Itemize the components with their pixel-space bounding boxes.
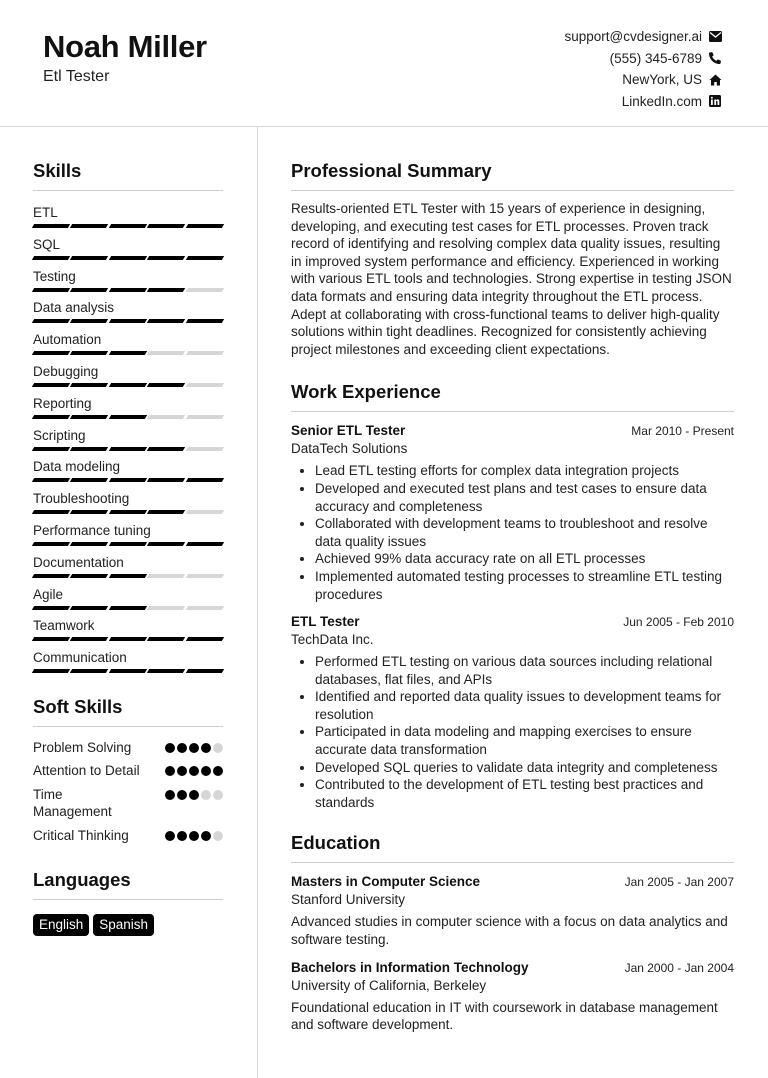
education-description: Foundational education in IT with coursework in database management and software development.	[291, 999, 718, 1033]
languages-heading: Languages	[33, 868, 223, 900]
skill-level-segment	[70, 415, 109, 419]
skill-level-segment	[185, 415, 224, 419]
contact-list	[402, 26, 722, 112]
school-name: University of California, Berkeley	[291, 977, 487, 993]
skill-level-segment	[70, 383, 109, 387]
skill-level-segment	[147, 319, 186, 323]
skill-item	[33, 200, 223, 232]
candidate-title: Etl Tester	[43, 68, 110, 85]
skill-level-bar	[33, 224, 223, 228]
rating-dot	[213, 790, 223, 800]
skill-level-segment	[109, 351, 148, 355]
language-badge: Spanish	[93, 914, 154, 936]
school-name: Stanford University	[291, 892, 406, 908]
job-entry	[291, 613, 734, 811]
skill-level-segment	[109, 415, 148, 419]
soft-skill-rating	[165, 827, 223, 841]
skill-level-segment	[147, 288, 186, 292]
contact-location-text: NewYork, US	[622, 72, 702, 88]
rating-dot	[213, 743, 223, 753]
skill-level-segment	[147, 447, 186, 451]
skill-level-segment	[147, 478, 186, 482]
job-dates: Mar 2010 - Present	[631, 424, 734, 439]
skill-level-segment	[70, 224, 109, 228]
skill-level-segment	[147, 669, 186, 673]
soft-skill-rating	[165, 739, 223, 753]
skill-level-segment	[185, 574, 224, 578]
skill-level-segment	[185, 351, 224, 355]
education-heading: Education	[291, 831, 734, 863]
contact-email-text[interactable]: support@cvdesigner.ai	[564, 29, 702, 45]
skill-level-segment	[185, 383, 224, 387]
education-description: Advanced studies in computer science with a focus on data analytics and software testing.	[291, 914, 728, 948]
skill-level-segment	[109, 447, 148, 451]
skill-item	[33, 518, 223, 550]
rating-dot	[165, 743, 175, 753]
column-divider	[257, 126, 258, 1078]
languages-list	[33, 914, 223, 936]
skill-level-bar	[33, 574, 223, 578]
skill-level-segment	[32, 542, 71, 546]
skill-level-segment	[32, 351, 71, 355]
skill-level-segment	[109, 256, 148, 260]
rating-dot	[189, 790, 199, 800]
language-badge: English	[33, 914, 89, 936]
rating-dot	[165, 766, 175, 776]
skill-level-segment	[70, 288, 109, 292]
skill-level-segment	[32, 606, 71, 610]
skill-level-segment	[147, 637, 186, 641]
skill-level-segment	[147, 542, 186, 546]
skill-level-segment	[147, 510, 186, 514]
skill-level-segment	[70, 606, 109, 610]
skill-level-segment	[185, 669, 224, 673]
soft-skill-item	[33, 827, 223, 845]
job-bullet: • Collaborated with development teams to troubleshoot and resolve data quality issues	[315, 515, 734, 550]
skill-level-segment	[147, 606, 186, 610]
skill-item	[33, 613, 223, 645]
soft-skills-list	[33, 739, 223, 845]
skill-level-segment	[70, 669, 109, 673]
skill-level-bar	[33, 478, 223, 482]
skill-item	[33, 295, 223, 327]
skill-level-segment	[185, 478, 224, 482]
skill-level-segment	[109, 383, 148, 387]
skill-level-segment	[147, 415, 186, 419]
home-icon	[708, 73, 722, 87]
skill-level-segment	[32, 256, 71, 260]
skill-level-segment	[32, 669, 71, 673]
soft-skill-item	[33, 762, 223, 780]
job-bullet: • Participated in data modeling and mapping exercises to ensure accurate data transformation	[315, 723, 734, 758]
skill-level-segment	[185, 637, 224, 641]
rating-dot	[165, 790, 175, 800]
rating-dot	[201, 766, 211, 776]
rating-dot	[213, 766, 223, 776]
contact-linkedin[interactable]	[402, 91, 722, 113]
skill-name: Teamwork	[33, 618, 95, 634]
rating-dot	[201, 743, 211, 753]
skill-level-segment	[32, 478, 71, 482]
job-bullet: • Developed SQL queries to validate data integrity and completeness	[315, 759, 734, 777]
degree-name: Masters in Computer Science	[291, 874, 481, 890]
left-column	[33, 126, 223, 936]
skill-level-segment	[70, 256, 109, 260]
rating-dot	[189, 766, 199, 776]
job-company: TechData Inc.	[291, 632, 374, 648]
job-role: ETL Tester	[291, 614, 360, 630]
skill-level-bar	[33, 383, 223, 387]
contact-linkedin-text[interactable]: LinkedIn.com	[621, 93, 702, 109]
work-experience-heading: Work Experience	[291, 380, 734, 412]
skill-name: Reporting	[33, 395, 92, 411]
soft-skill-rating	[165, 786, 223, 800]
skill-name: Data analysis	[33, 300, 115, 316]
skill-name: Data modeling	[33, 459, 121, 475]
skill-level-bar	[33, 256, 223, 260]
contact-phone-text[interactable]: (555) 345-6789	[609, 50, 702, 66]
skills-heading: Skills	[33, 159, 223, 191]
job-bullet: • Performed ETL testing on various data sources including relational databases, flat files, and APIs	[315, 653, 734, 688]
soft-skill-name: Problem Solving	[33, 739, 132, 755]
skill-level-segment	[32, 288, 71, 292]
envelope-icon	[708, 30, 722, 44]
job-company: DataTech Solutions	[291, 441, 408, 457]
candidate-name: Noah Miller	[43, 29, 207, 64]
summary-text: Results-oriented ETL Tester with 15 years of experience in designing, developing, and executing test cases for ETL processes. Proven track record of identifying and resolving complex data quality issues, resulting in improved system performance and efficiency. Experienced in working with various ETL tools and technologies. Strong expertise in testing JSON data formats and ensuring data integrity throughout the ETL process. Adept at collaborating with cross-functional teams to deliver high-quality solutions within tight deadlines. Recognized for consistently achieving project milestones and exceeding client expectations.	[291, 201, 732, 357]
skill-level-segment	[185, 288, 224, 292]
skill-name: Documentation	[33, 554, 124, 570]
skill-level-segment	[147, 574, 186, 578]
skill-level-segment	[147, 256, 186, 260]
skill-level-segment	[32, 574, 71, 578]
skill-level-segment	[70, 510, 109, 514]
skill-level-segment	[70, 478, 109, 482]
skill-level-segment	[32, 224, 71, 228]
skill-level-segment	[109, 478, 148, 482]
skill-level-segment	[147, 383, 186, 387]
skill-level-segment	[185, 319, 224, 323]
skill-level-segment	[109, 637, 148, 641]
job-bullet: • Developed and executed test plans and test cases to ensure data accuracy and completeness	[315, 480, 734, 515]
skill-level-segment	[70, 351, 109, 355]
skill-level-segment	[185, 510, 224, 514]
skill-level-bar	[33, 351, 223, 355]
resume-header	[0, 0, 768, 127]
rating-dot	[177, 790, 187, 800]
skill-item	[33, 645, 223, 677]
job-bullet: • Contributed to the development of ETL testing best practices and standards	[315, 776, 734, 811]
education-dates: Jan 2000 - Jan 2004	[624, 960, 734, 975]
skill-level-segment	[109, 574, 148, 578]
skill-level-segment	[32, 319, 71, 323]
rating-dot	[213, 831, 223, 841]
skill-item	[33, 232, 223, 264]
soft-skill-item	[33, 739, 223, 757]
skill-level-segment	[185, 256, 224, 260]
rating-dot	[189, 831, 199, 841]
skill-level-segment	[185, 542, 224, 546]
skill-level-segment	[147, 224, 186, 228]
soft-skill-name: Attention to Detail	[33, 763, 140, 779]
rating-dot	[201, 790, 211, 800]
skill-item	[33, 454, 223, 486]
rating-dot	[201, 831, 211, 841]
skill-level-segment	[70, 574, 109, 578]
job-bullet: • Implemented automated testing processes to streamline ETL testing procedures	[315, 568, 734, 603]
skill-level-bar	[33, 510, 223, 514]
rating-dot	[165, 831, 175, 841]
job-bullet: • Achieved 99% data accuracy rate on all ETL processes	[315, 550, 734, 568]
skill-level-segment	[109, 224, 148, 228]
skill-level-bar	[33, 288, 223, 292]
skill-level-segment	[185, 447, 224, 451]
skill-name: ETL	[33, 205, 58, 220]
soft-skill-item	[33, 786, 223, 821]
contact-location	[402, 69, 722, 91]
skill-level-segment	[70, 447, 109, 451]
skill-item	[33, 327, 223, 359]
skill-name: SQL	[33, 236, 61, 252]
job-role: Senior ETL Tester	[291, 423, 406, 439]
skill-item	[33, 550, 223, 582]
skill-name: Debugging	[33, 363, 99, 379]
degree-name: Bachelors in Information Technology	[291, 959, 529, 975]
skill-name: Troubleshooting	[33, 491, 130, 507]
skill-name: Automation	[33, 332, 102, 348]
skill-level-segment	[32, 510, 71, 514]
skill-item	[33, 264, 223, 296]
soft-skill-rating	[165, 762, 223, 776]
skill-level-bar	[33, 606, 223, 610]
skill-level-bar	[33, 542, 223, 546]
skill-level-segment	[32, 383, 71, 387]
skill-level-segment	[109, 606, 148, 610]
education-dates: Jan 2005 - Jan 2007	[624, 875, 734, 890]
education-entry	[291, 959, 734, 1034]
job-dates: Jun 2005 - Feb 2010	[623, 615, 734, 630]
skill-level-bar	[33, 319, 223, 323]
skill-item	[33, 486, 223, 518]
soft-skills-heading: Soft Skills	[33, 695, 223, 727]
skill-level-segment	[109, 542, 148, 546]
skill-level-bar	[33, 637, 223, 641]
skill-level-segment	[70, 637, 109, 641]
summary-heading: Professional Summary	[291, 159, 734, 191]
job-bullet: • Identified and reported data quality issues to development teams for resolution	[315, 688, 734, 723]
education-entry	[291, 873, 734, 948]
right-column	[291, 126, 734, 1034]
job-bullets	[291, 653, 734, 811]
skill-level-segment	[32, 415, 71, 419]
contact-email[interactable]	[402, 26, 722, 48]
skill-level-segment	[70, 319, 109, 323]
skill-level-segment	[185, 224, 224, 228]
job-bullets	[291, 462, 734, 603]
skill-level-segment	[32, 637, 71, 641]
contact-phone[interactable]	[402, 48, 722, 70]
soft-skill-name: Time Management	[33, 786, 112, 820]
skill-level-segment	[147, 351, 186, 355]
skill-item	[33, 582, 223, 614]
job-entry	[291, 422, 734, 603]
skill-level-segment	[109, 288, 148, 292]
skill-level-bar	[33, 415, 223, 419]
skill-level-segment	[109, 669, 148, 673]
job-bullet: • Lead ETL testing efforts for complex data integration projects	[315, 462, 734, 480]
skill-level-segment	[70, 542, 109, 546]
skill-name: Testing	[33, 268, 76, 284]
rating-dot	[177, 766, 187, 776]
skill-level-segment	[32, 447, 71, 451]
phone-icon	[708, 51, 722, 65]
skill-name: Scripting	[33, 427, 86, 443]
skill-item	[33, 423, 223, 455]
soft-skill-name: Critical Thinking	[33, 827, 129, 843]
skill-level-segment	[109, 319, 148, 323]
skill-level-segment	[185, 606, 224, 610]
linkedin-icon	[708, 94, 722, 108]
skill-item	[33, 359, 223, 391]
skill-level-bar	[33, 669, 223, 673]
skill-item	[33, 391, 223, 423]
skill-name: Agile	[33, 586, 64, 602]
skill-name: Communication	[33, 650, 127, 666]
rating-dot	[177, 831, 187, 841]
skills-list	[33, 200, 223, 677]
skill-level-bar	[33, 447, 223, 451]
rating-dot	[189, 743, 199, 753]
rating-dot	[177, 743, 187, 753]
skill-name: Performance tuning	[33, 522, 151, 538]
skill-level-segment	[109, 510, 148, 514]
